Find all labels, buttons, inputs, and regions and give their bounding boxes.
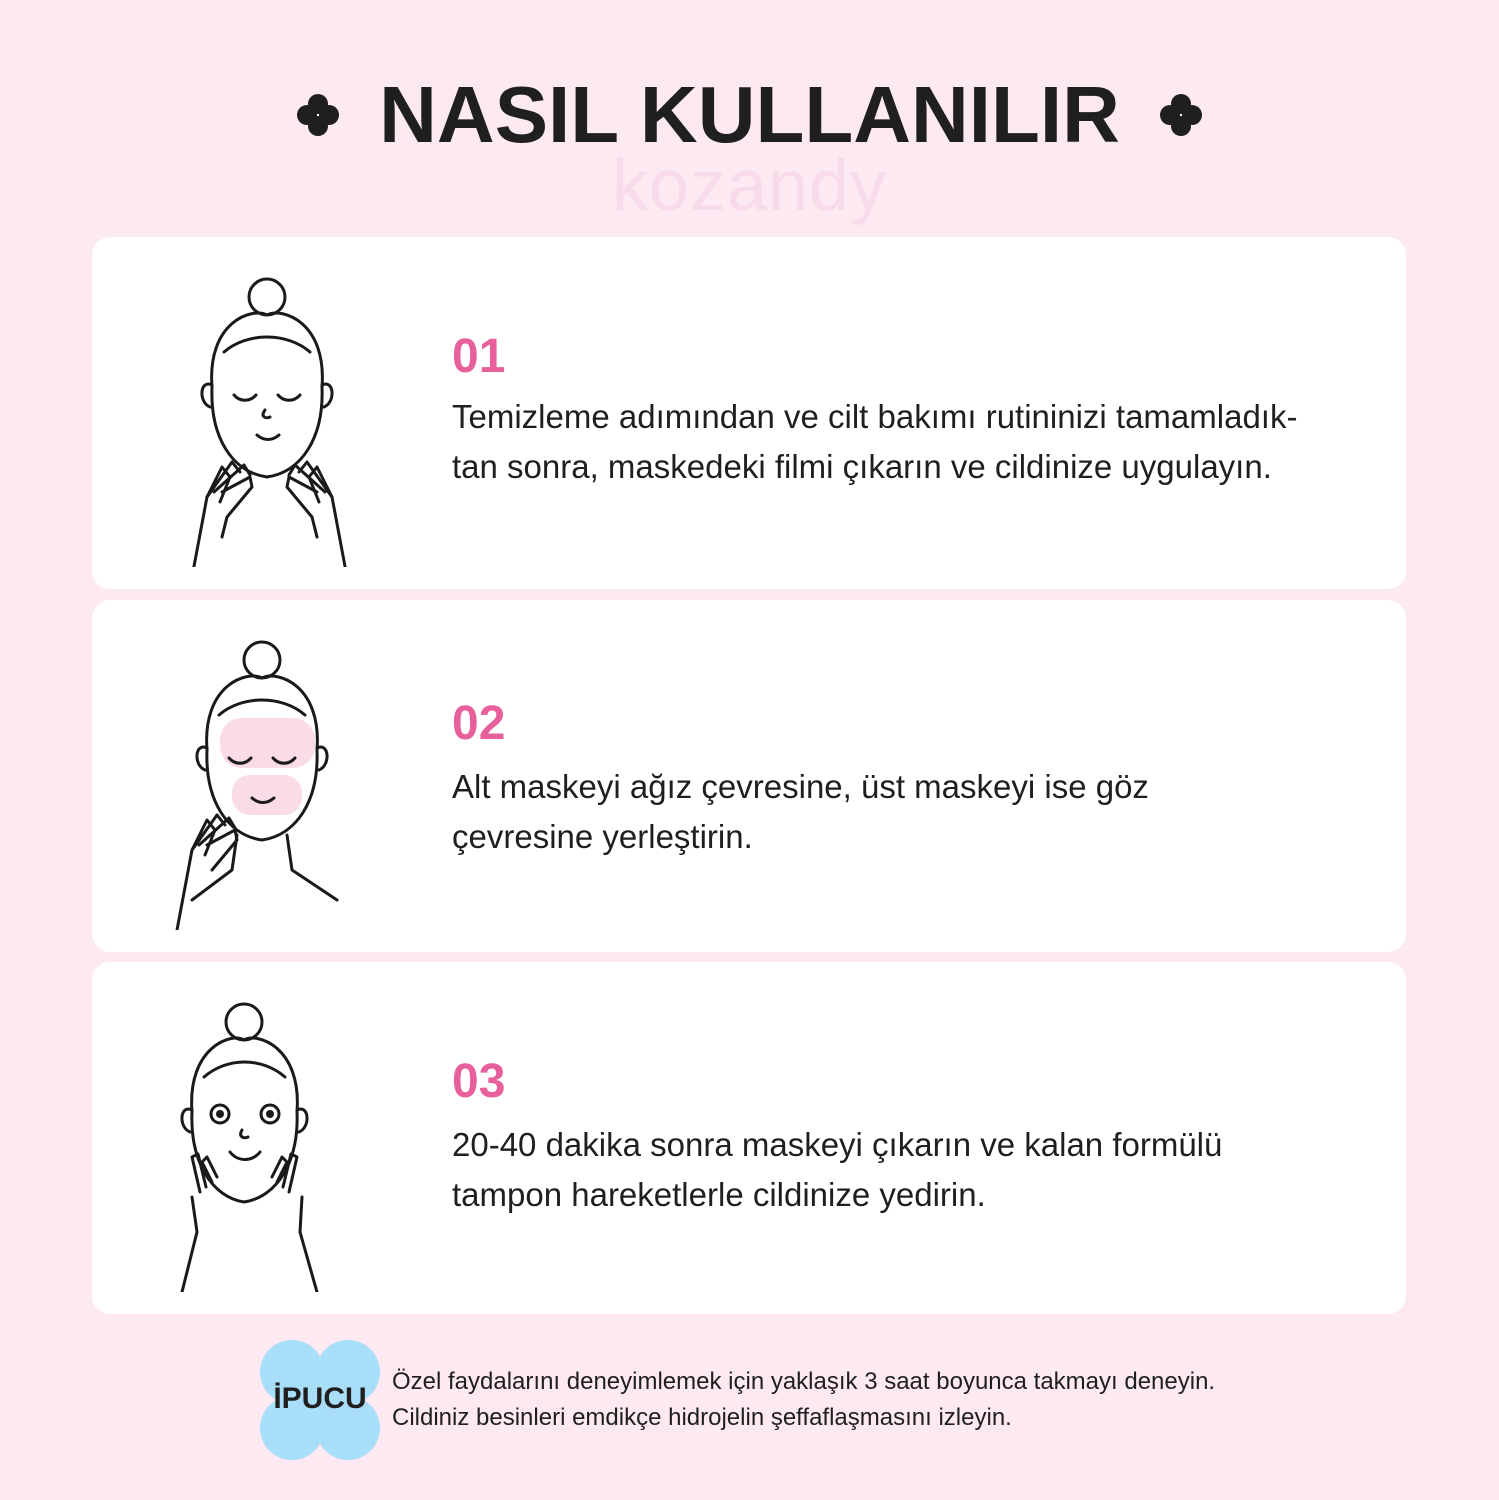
face-smiling-hands-on-cheeks-icon	[152, 992, 392, 1292]
clover-icon	[1158, 92, 1204, 138]
face-hands-on-cheeks-eyes-closed-icon	[152, 267, 392, 567]
step-description: 20-40 dakika sonra maskeyi çıkarın ve kalan formülü tampon hareketlerle cildinize yedirin.	[452, 1126, 1223, 1213]
step-description: Alt maskeyi ağız çevresine, üst maskeyi ise göz çevresine yerleştirin.	[452, 768, 1149, 855]
step-card-1	[92, 237, 1406, 589]
tip-label: İPUCU	[273, 1382, 367, 1415]
tip-text-line-2: Cildiniz besinleri emdikçe hidrojelin şeffaflaşmasını izleyin.	[392, 1404, 1012, 1431]
page-title: NASIL KULLANILIR	[379, 70, 1120, 159]
tip-text-line-1: Özel faydalarını deneyimlemek için yaklaşık 3 saat boyunca takmayı deneyin.	[392, 1368, 1216, 1395]
step-number: 03	[452, 1055, 506, 1108]
step-card-3	[92, 962, 1406, 1314]
step-description: Temizleme adımından ve cilt bakımı rutininizi tamamladık- tan sonra, maskedeki filmi çıkarın ve cildinize uygulayın.	[452, 398, 1298, 485]
step-card-2	[92, 600, 1406, 952]
step-number: 01	[452, 330, 506, 383]
face-with-mask-icon	[152, 630, 392, 930]
tip-section	[258, 1338, 1358, 1468]
brand-watermark: kozandy	[611, 146, 888, 226]
clover-icon	[295, 92, 341, 138]
step-number: 02	[452, 697, 506, 750]
